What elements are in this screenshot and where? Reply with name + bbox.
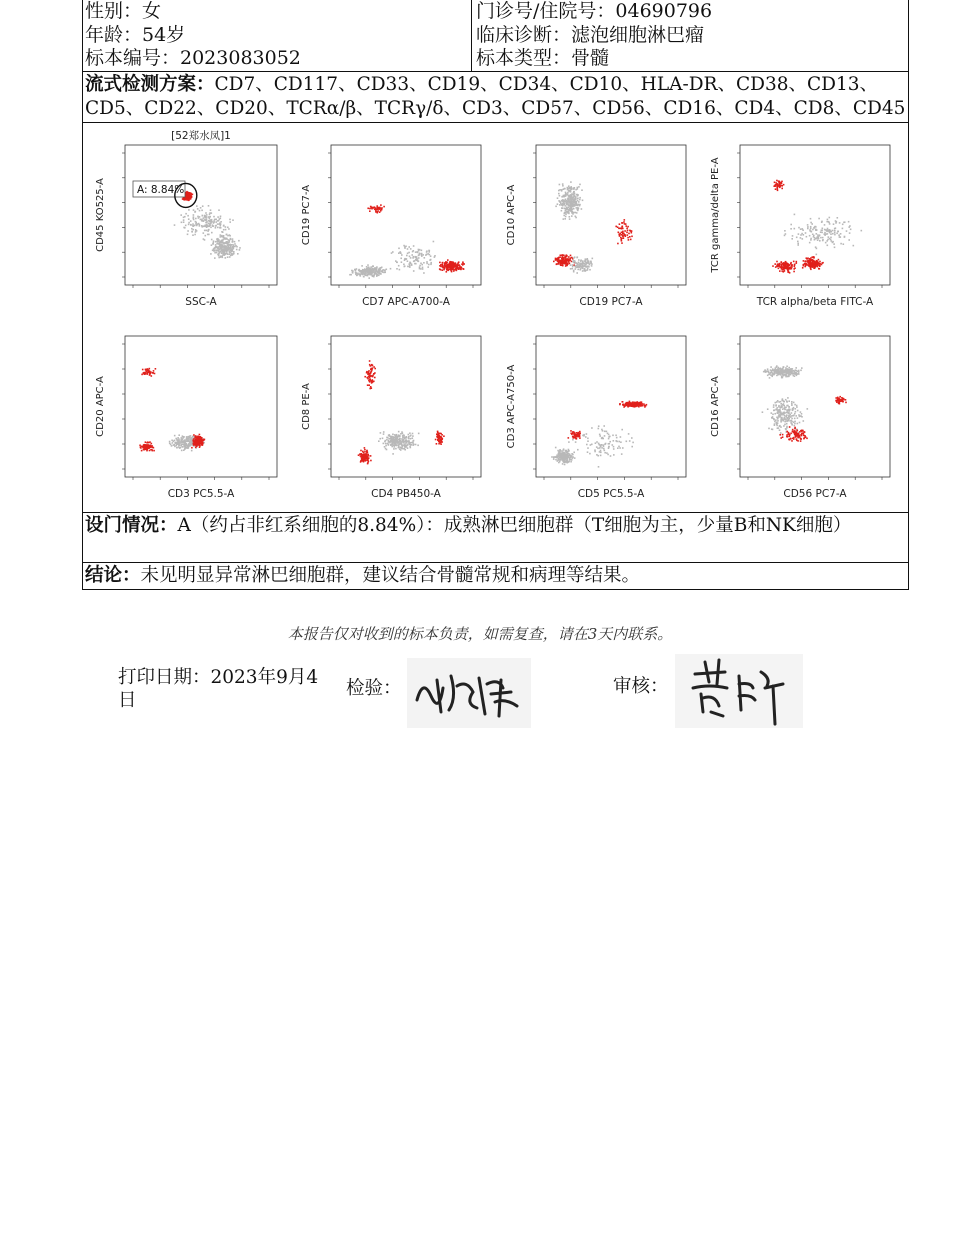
print-date: 打印日期：2023年9月4日 bbox=[118, 667, 319, 711]
y-axis-label: CD3 APC-A750-A bbox=[506, 364, 517, 448]
plot-frame bbox=[331, 336, 481, 477]
plot-frame bbox=[125, 336, 277, 477]
reviewer-signature bbox=[675, 654, 803, 728]
x-axis-label: TCR alpha/beta FITC-A bbox=[756, 295, 874, 308]
report-table bbox=[82, 0, 909, 590]
patient-id-field: 门诊号/住院号：04690796 bbox=[476, 0, 713, 22]
plot-frame bbox=[740, 336, 890, 477]
conclusion-text: 未见明显异常淋巴细胞群，建议结合骨髓常规和病理等结果。 bbox=[140, 564, 641, 586]
x-axis-label: SSC-A bbox=[185, 295, 217, 308]
x-axis-label: CD19 PC7-A bbox=[579, 295, 643, 308]
x-axis-label: CD3 PC5.5-A bbox=[167, 487, 235, 500]
panel-label: 流式检测方案： bbox=[85, 73, 215, 95]
sample-type-field: 标本类型：骨髓 bbox=[476, 47, 610, 69]
y-axis-label: CD20 APC-A bbox=[95, 375, 106, 437]
y-axis-label: CD45 KO525-A bbox=[95, 177, 106, 252]
footer-note: 本报告仅对收到的标本负责，如需复查，请在3天内联系。 bbox=[287, 625, 673, 643]
y-axis-label: CD8 PE-A bbox=[301, 382, 312, 430]
sample-no-field: 标本编号：2023083052 bbox=[85, 47, 301, 69]
plot-frame bbox=[125, 145, 277, 285]
patient-info-right bbox=[472, 0, 908, 71]
x-axis-label: CD5 PC5.5-A bbox=[577, 487, 645, 500]
age-field: 年龄：54岁 bbox=[85, 23, 186, 46]
gender-field: 性别：女 bbox=[85, 0, 162, 22]
signature-row bbox=[118, 664, 838, 734]
conclusion-section bbox=[83, 563, 908, 589]
reviewer-label: 审核： bbox=[613, 676, 669, 697]
x-axis-label: CD56 PC7-A bbox=[783, 487, 847, 500]
x-axis-label: CD7 APC-A700-A bbox=[362, 295, 450, 308]
patient-info bbox=[83, 0, 908, 72]
plot-title: [52郑水凤]1 bbox=[171, 129, 231, 142]
gate-label: A: 8.84% bbox=[137, 183, 185, 196]
panel-markers: CD7、CD117、CD33、CD19、CD34、CD10、HLA-DR、CD38、CD13、CD5、CD22、CD20、TCRα/β、TCRγ/δ、CD3、CD57、CD56、CD16、CD4、CD8、CD45 bbox=[85, 73, 906, 119]
y-axis-label: TCR gamma/delta PE-A bbox=[710, 156, 721, 273]
flow-plots bbox=[83, 123, 905, 512]
conclusion-label: 结论： bbox=[85, 564, 141, 586]
gating-label: 设门情况： bbox=[85, 514, 178, 536]
plots-area bbox=[83, 123, 908, 513]
diagnosis-field: 临床诊断：滤泡细胞淋巴瘤 bbox=[476, 23, 705, 46]
panel-section bbox=[83, 72, 908, 123]
inspector-signature bbox=[407, 658, 531, 728]
gating-text: A（约占非红系细胞的8.84%）：成熟淋巴细胞群（T细胞为主，少量B和NK细胞） bbox=[177, 514, 852, 536]
gating-section bbox=[83, 513, 908, 563]
inspector-label: 检验： bbox=[346, 678, 402, 699]
x-axis-label: CD4 PB450-A bbox=[371, 487, 441, 500]
y-axis-label: CD10 APC-A bbox=[506, 184, 517, 245]
patient-info-left bbox=[83, 0, 472, 71]
y-axis-label: CD19 PC7-A bbox=[301, 184, 312, 245]
y-axis-label: CD16 APC-A bbox=[710, 375, 721, 437]
